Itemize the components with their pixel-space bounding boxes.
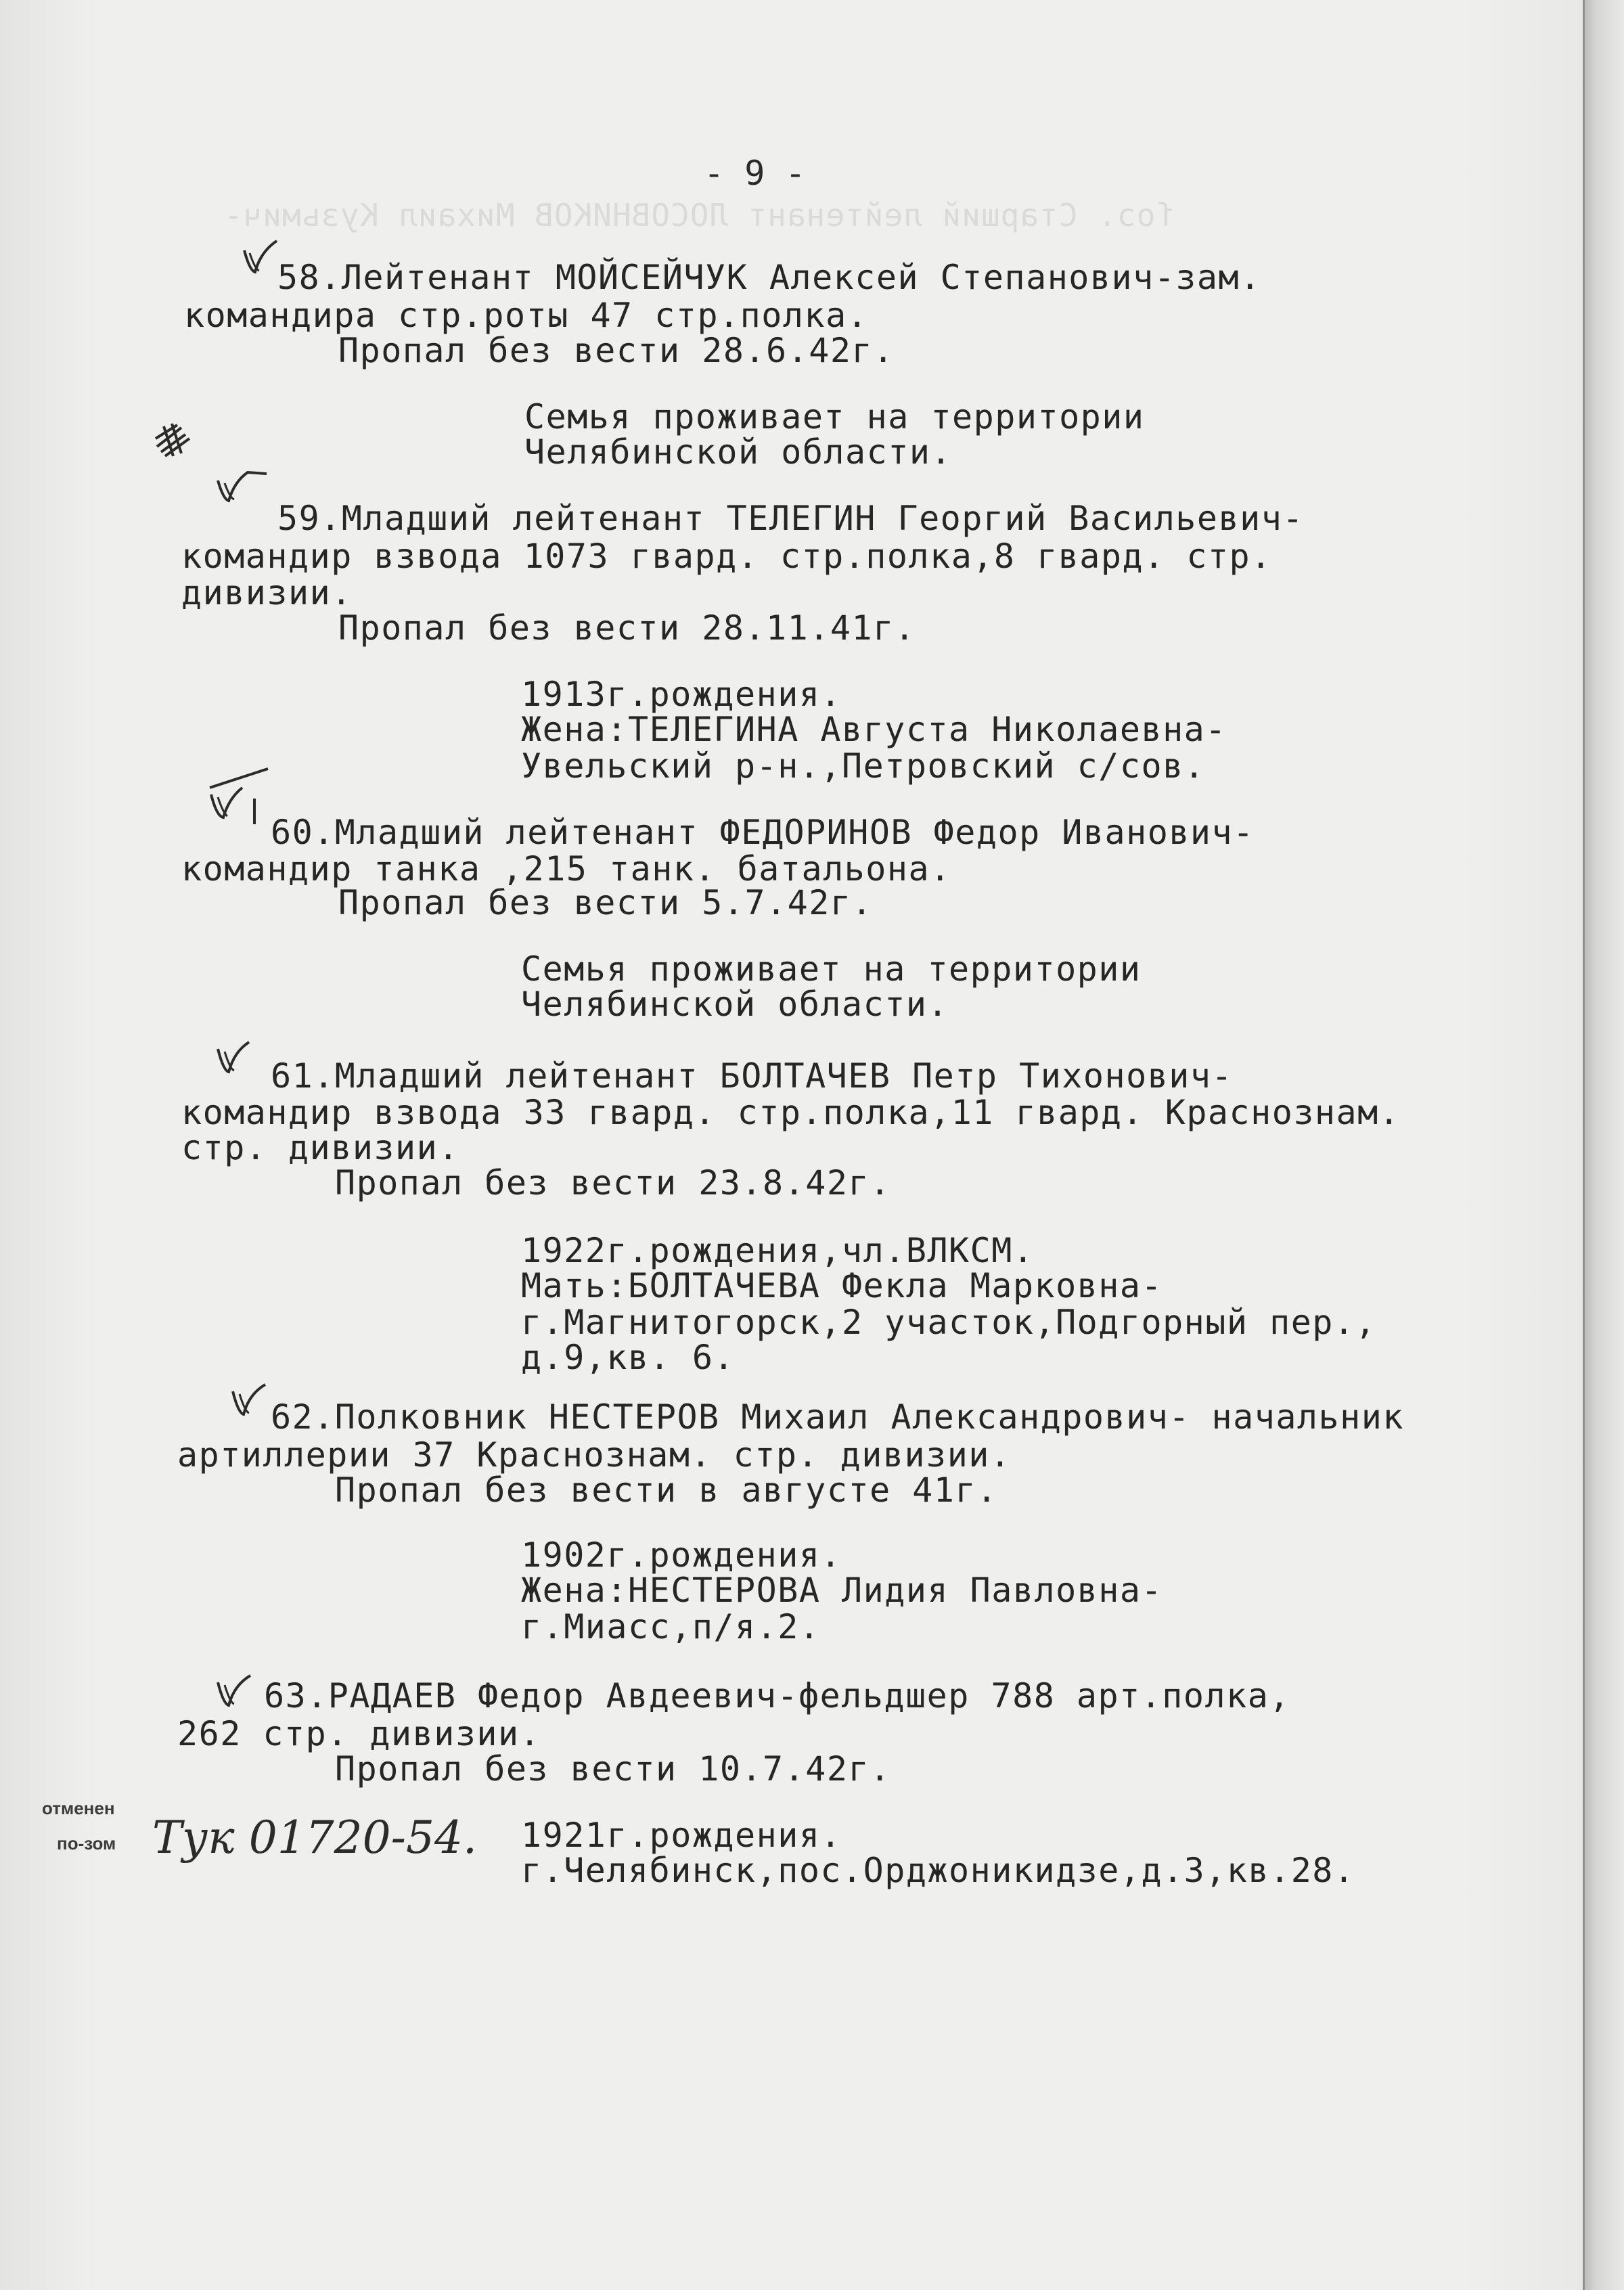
entry-59-line-7: Увельский р-н.,Петровский с/сов. <box>521 746 1206 786</box>
entry-58-line-5: Челябинской области. <box>524 432 953 472</box>
checkmark-icon <box>203 765 271 826</box>
checkmark-icon <box>215 1671 269 1712</box>
entry-60-line-2: командир танка ,215 танк. батальона. <box>181 849 951 889</box>
entry-63-line-1: 63.РАДАЕВ Федор Авдеевич-фельдшер 788 арт.полка, <box>264 1676 1290 1715</box>
entry-61-line-7: г.Магнитогорск,2 участок,Подгорный пер., <box>521 1303 1377 1342</box>
entry-59-line-4: Пропал без вести 28.11.41г. <box>338 608 916 648</box>
entry-59-line-3: дивизии. <box>181 573 353 612</box>
bleed-through-text: ſоɔ. Старший лейтенант ЛОСОВНИКОВ Михаил Кузьмич- <box>223 197 1175 233</box>
entry-61-line-2: командир взвода 33 гвард. стр.полка,11 гвард. Краснознам. <box>181 1093 1401 1132</box>
entry-60-line-4: Семья проживает на территории <box>521 949 1142 989</box>
page-number: - 9 - <box>704 154 806 193</box>
entry-58-line-3: Пропал без вести 28.6.42г. <box>338 331 895 370</box>
entry-59-line-1: 59.Младший лейтенант ТЕЛЕГИН Георгий Васильевич- <box>277 499 1304 538</box>
checkmark-icon <box>215 1038 269 1079</box>
entry-61-line-3: стр. дивизии. <box>181 1128 459 1167</box>
entry-63-line-4: 1921г.рождения. <box>521 1816 842 1855</box>
page-edge-shadow <box>1583 0 1624 2290</box>
entry-59-line-2: командир взвода 1073 гвард. стр.полка,8 гвард. стр. <box>181 537 1272 576</box>
margin-stamp-line-1: отменен <box>42 1798 115 1818</box>
entry-59-line-6: Жена:ТЕЛЕГИНА Августа Николаевна- <box>521 710 1227 749</box>
entry-61-line-6: Мать:БОЛТАЧЕВА Фекла Марковна- <box>521 1266 1163 1305</box>
entry-60-line-3: Пропал без вести 5.7.42г. <box>338 883 874 922</box>
scribble-mark-icon <box>150 418 204 459</box>
entry-60-line-1: 60.Младший лейтенант ФЕДОРИНОВ Федор Иванович- <box>271 813 1255 852</box>
checkmark-icon <box>215 467 269 508</box>
entry-61-line-8: д.9,кв. 6. <box>521 1338 736 1377</box>
handwritten-note: Тук 01720-54. <box>152 1812 477 1864</box>
entry-62-line-6: г.Миасс,п/я.2. <box>521 1607 821 1646</box>
entry-62-line-4: 1902г.рождения. <box>521 1535 842 1575</box>
entry-61-line-5: 1922г.рождения,чл.ВЛКСМ. <box>521 1231 1035 1270</box>
entry-58-line-2: командира стр.роты 47 стр.полка. <box>184 296 869 335</box>
entry-62-line-2: артиллерии 37 Краснознам. стр. дивизии. <box>177 1435 1012 1475</box>
entry-62-line-5: Жена:НЕСТЕРОВА Лидия Павловна- <box>521 1571 1163 1610</box>
entry-62-line-1: 62.Полковник НЕСТЕРОВ Михаил Александрович- начальник <box>271 1397 1404 1437</box>
entry-61-line-4: Пропал без вести 23.8.42г. <box>335 1163 891 1203</box>
entry-62-line-3: Пропал без вести в августе 41г. <box>335 1470 998 1510</box>
entry-58-line-1: 58.Лейтенант МОЙСЕЙЧУК Алексей Степанович-зам. <box>277 258 1261 297</box>
entry-61-line-1: 61.Младший лейтенант БОЛТАЧЕВ Петр Тихонович- <box>271 1056 1234 1096</box>
entry-63-line-2: 262 стр. дивизии. <box>177 1714 541 1753</box>
entry-63-line-3: Пропал без вести 10.7.42г. <box>335 1749 891 1789</box>
margin-stamp-line-2: по-зом <box>57 1833 116 1854</box>
entry-58-line-4: Семья проживает на территории <box>524 397 1145 436</box>
entry-63-line-5: г.Челябинск,пос.Орджоникидзе,д.3,кв.28. <box>521 1851 1355 1890</box>
entry-60-line-5: Челябинской области. <box>521 985 949 1024</box>
entry-59-line-5: 1913г.рождения. <box>521 675 842 714</box>
